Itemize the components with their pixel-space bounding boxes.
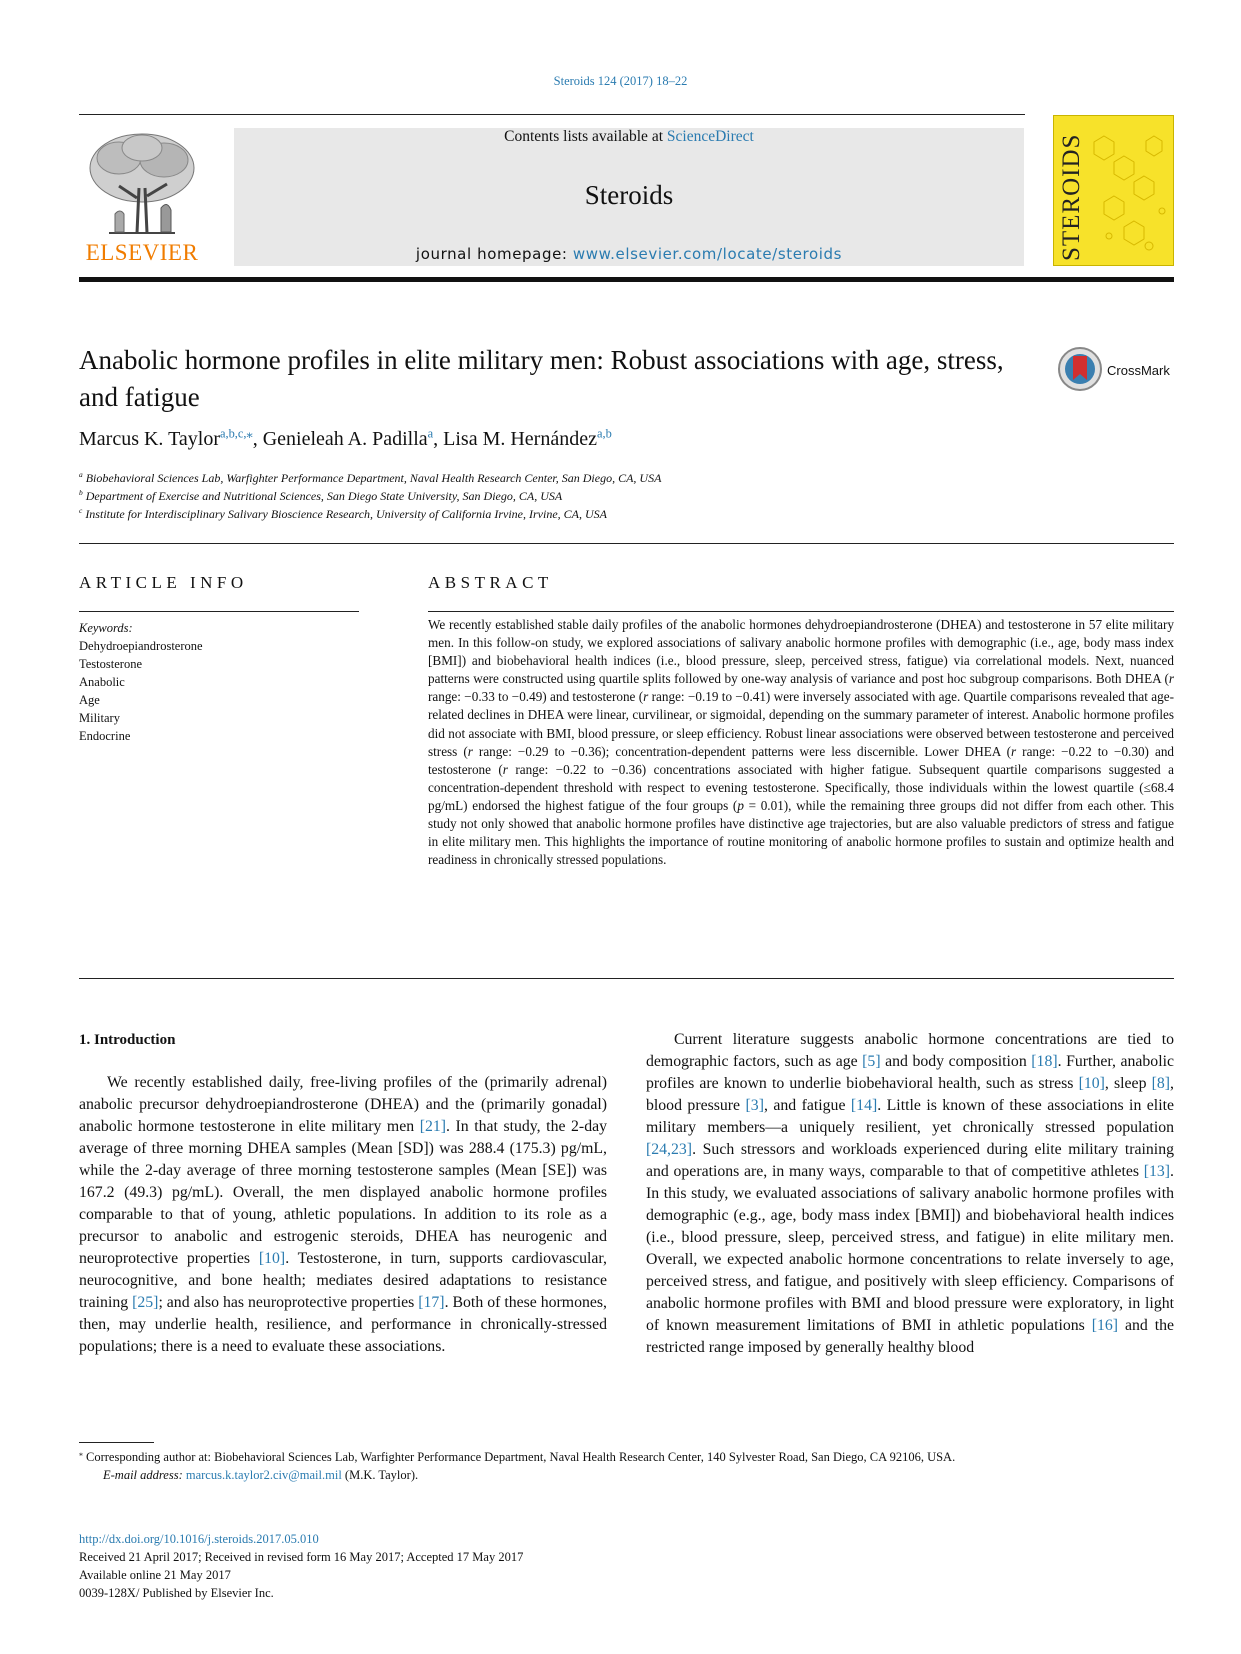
author-affiliation-marks[interactable]: a [427, 426, 434, 441]
header-rule [79, 114, 1025, 115]
citation-reference[interactable]: [25] [132, 1294, 159, 1311]
paragraph-text: . In that study, the 2-day average of three morning DHEA samples (Mean [SD]) was 288.4 (175.3) pg/mL, while the 2-day average of three morning testosterone samples (Mean [SE]) was 167.2 (49.3) pg/mL). Overall, the men displayed anabolic hormone profiles comparable to that of young, athletic populations. In addition to its role as a precursor to anabolic and estrogenic steroids, DHEA has neurogenic and neuroprotective properties [79, 1118, 607, 1267]
abstract-italic: r [1168, 671, 1174, 687]
homepage-prefix: journal homepage: [415, 245, 573, 263]
introduction-paragraph-left [79, 1072, 607, 1358]
affiliation [79, 471, 661, 486]
paragraph-text: and body composition [880, 1053, 1032, 1070]
email-link[interactable]: marcus.k.taylor2.civ@mail.mil [185, 1468, 342, 1482]
paragraph-text: and the restricted range imposed by generally healthy blood [646, 1317, 1174, 1356]
paragraph-text: We recently established daily, free-living profiles of the (primarily adrenal) anabolic precursor dehydroepiandrosterone (DHEA) and the (primarily gonadal) anabolic hormone testosterone in elite military men [79, 1074, 607, 1135]
citation-reference[interactable]: [8] [1151, 1075, 1171, 1092]
affiliation-mark: b [79, 488, 83, 497]
contents-line [234, 128, 1024, 146]
article-info-heading: ARTICLE INFO [79, 573, 248, 592]
crossmark-icon [1057, 346, 1103, 392]
abstract-segment: range: −0.22 to −0.36) concentrations associated with higher fatigue. Subsequent quartile comparisons suggested a concentration-dependent threshold with respect to evening testosterone. Specifically, those individuals within the lowest quartile (≤68.4 pg/mL) endorsed the highest fatigue of the four groups ( [428, 761, 1174, 813]
author-affiliation-marks[interactable]: a,b [596, 426, 612, 441]
author-affiliation-marks[interactable]: a,b,c, [219, 426, 247, 441]
corresponding-author-footnote [79, 1448, 1174, 1484]
journal-name: Steroids [584, 180, 674, 210]
abstract-italic: r [643, 689, 649, 705]
abstract-italic: r [467, 743, 473, 759]
article-title: Anabolic hormone profiles in elite military men: Robust associations with age, stress, and fatigue [79, 345, 1004, 412]
paragraph-text: ; and also has neuroprotective properties [158, 1294, 419, 1311]
keyword: Anabolic [79, 675, 125, 689]
contents-prefix: Contents lists available at [504, 128, 667, 145]
paragraph-text: , sleep [1104, 1075, 1152, 1092]
keyword: Dehydroepiandrosterone [79, 639, 203, 653]
paragraph-text: , blood pressure [646, 1075, 1174, 1114]
corresponding-author-line [79, 1448, 1174, 1466]
author-name[interactable]: Marcus K. Taylor [79, 428, 220, 450]
abstract-segment: range: −0.19 to −0.41) were inversely associated with age. Quartile comparisons revealed that age-related declines in DHEA were linear, curvilinear, or sigmoidal, depending on the summary parameter of interest. Anabolic hormone profiles did not associate with BMI, blood pressure, or sleep efficiency. Robust linear associations were observed between testosterone and perceived stress ( [428, 689, 1174, 759]
keywords-list [79, 619, 359, 745]
journal-citation[interactable]: Steroids 124 (2017) 18–22 [553, 74, 688, 88]
received-dates: Received 21 April 2017; Received in revised form 16 May 2017; Accepted 17 May 2017 [79, 1550, 524, 1564]
keyword: Testosterone [79, 657, 142, 671]
abstract-segment: = 0.01), while the remaining three groups did not differ from each other. This study not only showed that anabolic hormone profiles have distinctive age trajectories, but are also valuable predictors of stress and fatigue in elite military men. This highlights the importance of routine monitoring of anabolic hormone profiles to sustain and optimize health and readiness in chronically stressed populations. [428, 797, 1174, 868]
abstract-segment: range: −0.29 to −0.36); concentration-dependent patterns were less discernible. Lower DHEA ( [472, 743, 1011, 759]
footnote-rule [79, 1442, 154, 1443]
abstract-bottom-rule [79, 978, 1174, 979]
doi-link[interactable]: http://dx.doi.org/10.1016/j.steroids.2017.05.010 [79, 1532, 319, 1546]
abstract-italic: r [1011, 743, 1017, 759]
footnote-star: ⁎ [79, 1448, 83, 1458]
affiliation-text: Department of Exercise and Nutritional Sciences, San Diego State University, San Diego, CA, USA [85, 489, 563, 503]
elsevier-logo[interactable] [79, 128, 205, 266]
author-name[interactable]: Genieleah A. Padilla [262, 428, 428, 450]
citation-reference[interactable]: [14] [850, 1097, 878, 1114]
issn-publisher: 0039-128X/ Published by Elsevier Inc. [79, 1586, 274, 1600]
citation-reference[interactable]: [16] [1091, 1317, 1119, 1334]
elsevier-tree-icon [79, 128, 205, 238]
author-name[interactable]: Lisa M. Hernández [443, 428, 597, 450]
keywords-label: Keywords: [79, 621, 133, 635]
affiliation [79, 489, 562, 504]
citation-reference[interactable]: [13] [1143, 1163, 1171, 1180]
journal-masthead [234, 128, 1024, 266]
keyword: Age [79, 693, 100, 707]
paragraph-text: . Further, anabolic profiles are known to underlie biobehavioral health, such as stress [646, 1053, 1174, 1092]
paragraph-text: . Testosterone, in turn, supports cardiovascular, neurocognitive, and bone health; mediates desired adaptations to resistance training [79, 1250, 608, 1311]
affiliation-text: Institute for Interdisciplinary Salivary Bioscience Research, University of California Irvine, Irvine, CA, USA [85, 507, 607, 521]
citation-reference[interactable]: [10] [258, 1250, 286, 1267]
email-suffix: (M.K. Taylor). [341, 1468, 419, 1482]
citation-reference[interactable]: [3] [745, 1097, 764, 1114]
abstract-heading: ABSTRACT [428, 573, 553, 592]
elsevier-wordmark: ELSEVIER [85, 240, 199, 265]
citation-reference[interactable]: [17] [418, 1294, 445, 1311]
keyword: Endocrine [79, 729, 131, 743]
publication-info [79, 1530, 523, 1602]
paragraph-text: . Little is known of these associations in elite military members—a uniquely resilient, yet chronically stressed population [646, 1097, 1174, 1136]
sciencedirect-link[interactable]: ScienceDirect [666, 128, 754, 145]
paragraph-text: Current literature suggests anabolic hormone concentrations are tied to demographic factors, such as age [646, 1031, 1174, 1070]
article-info-rule [79, 611, 359, 612]
cover-title: STEROIDS [1058, 133, 1085, 261]
crossmark-badge[interactable] [1057, 346, 1177, 396]
abstract-italic: r [502, 761, 508, 777]
abstract-text [428, 616, 1174, 869]
crossmark-label: CrossMark [1107, 363, 1170, 378]
citation-reference[interactable]: [5] [862, 1053, 881, 1070]
section-rule [79, 543, 1174, 544]
introduction-heading: 1. Introduction [79, 1032, 176, 1048]
citation-reference[interactable]: [10] [1078, 1075, 1105, 1092]
header-thick-rule [79, 277, 1174, 282]
available-online: Available online 21 May 2017 [79, 1568, 231, 1582]
affiliation [79, 507, 607, 522]
citation-reference[interactable]: [24,23] [646, 1141, 693, 1158]
journal-cover-image[interactable] [1053, 115, 1174, 266]
author-separator: , [252, 428, 263, 450]
affiliation-mark: a [79, 470, 83, 479]
keyword: Military [79, 711, 120, 725]
paragraph-text: , and fatigue [763, 1097, 851, 1114]
homepage-line [234, 245, 1024, 263]
paragraph-text: . Both of these hormones, then, may underlie health, resilience, and performance in chronically-stressed populations; there is a need to evaluate these associations. [79, 1294, 607, 1355]
paragraph-text: . In this study, we evaluated associations of salivary anabolic hormone profiles with demographic (e.g., age, body mass index [BMI]) and biobehavioral health indices (i.e., blood pressure, sleep, perceived stress, and fatigue) in elite military men. Overall, we expected anabolic hormone concentrations to relate inversely to age, perceived stress, and fatigue, and positively with sleep efficiency. Comparisons of anabolic hormone profiles with BMI and blood pressure were exploratory, in light of known measurement limitations of BMI in athletic populations [646, 1163, 1174, 1334]
affiliation-mark: c [79, 506, 83, 515]
corresponding-address: Corresponding author at: Biobehavioral Sciences Lab, Warfighter Performance Department, Naval Health Research Center, 140 Sylvester Road, San Diego, CA 92106, USA. [82, 1450, 956, 1464]
abstract-segment: range: −0.22 to −0.30) and testosterone ( [428, 743, 1175, 777]
corresponding-author-star[interactable]: ⁎ [246, 426, 253, 441]
citation-reference[interactable]: [18] [1031, 1053, 1058, 1070]
author-list [79, 428, 612, 451]
abstract-rule [428, 611, 1174, 612]
affiliation-text: Biobehavioral Sciences Lab, Warfighter Performance Department, Naval Health Research Center, San Diego, CA, USA [85, 471, 662, 485]
email-label: E-mail address: [103, 1468, 186, 1482]
abstract-italic: p [737, 797, 744, 813]
paragraph-text: . Such stressors and workloads experienced during elite military training and operations are, in many ways, comparable to that of competitive athletes [646, 1141, 1174, 1180]
email-line [79, 1466, 1174, 1484]
homepage-link[interactable]: www.elsevier.com/locate/steroids [572, 245, 843, 263]
abstract-segment: range: −0.33 to −0.49) and testosterone ( [428, 689, 644, 705]
abstract-segment: We recently established stable daily profiles of the anabolic hormones dehydroepiandrosterone (DHEA) and testosterone in 57 elite military men. In this follow-on study, we explored associations of salivary anabolic hormone profiles with demographic (i.e., age, body mass index [BMI]) and biobehavioral health indices (i.e., blood pressure, sleep, perceived stress, fatigue) via correlational models. Next, nuanced patterns were constructed using quartile splits followed by one-way analysis of variance and post hoc subgroup comparisons. Both DHEA ( [428, 617, 1174, 687]
author-separator: , [433, 428, 444, 450]
citation-reference[interactable]: [21] [419, 1118, 447, 1135]
introduction-paragraph-right [646, 1029, 1174, 1359]
